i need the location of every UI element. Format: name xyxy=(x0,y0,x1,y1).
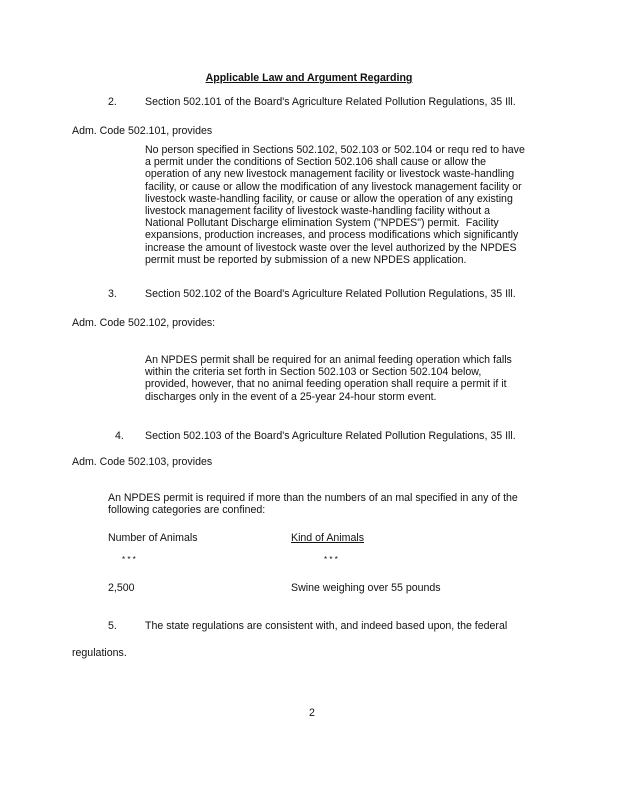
quote-line: expansions, production increases, and process modifications which significantly xyxy=(145,229,519,242)
paragraph-continuation: Adm. Code 502.101, provides xyxy=(72,125,213,137)
paragraph-number: 5. xyxy=(108,620,117,632)
table-header-kind: Kind of Animals xyxy=(291,532,365,544)
quote-line: a permit under the conditions of Section 502.106 shall cause or allow the xyxy=(145,156,486,169)
table-cell-kind: Swine weighing over 55 pounds xyxy=(291,582,441,594)
quote-line: discharges only in the event of a 25-year 24-hour storm event. xyxy=(145,390,437,403)
quote-line: No person specified in Sections 502.102, 502.103 or 502.104 or requ red to have xyxy=(145,144,525,156)
quote-line: following categories are confined: xyxy=(108,504,266,517)
section-heading: Applicable Law and Argument Regarding xyxy=(205,72,413,84)
paragraph-continuation: Adm. Code 502.102, provides: xyxy=(72,317,216,329)
paragraph-text: Section 502.103 of the Board's Agriculture Related Pollution Regulations, 35 Ill. xyxy=(145,430,516,442)
paragraph-number: 3. xyxy=(108,288,117,300)
table-cell-number: 2,500 xyxy=(108,582,135,594)
quote-line: provided, however, that no animal feeding operation shall require a permit if it xyxy=(145,378,507,391)
quote-line: An NPDES permit shall be required for an animal feeding operation which falls xyxy=(145,354,512,366)
quote-line: increase the amount of livestock waste over the level authorized by the NPDES xyxy=(145,241,517,254)
quote-line: within the criteria set forth in Section 502.103 or Section 502.104 below, xyxy=(145,366,482,379)
paragraph-number: 4. xyxy=(115,430,124,442)
paragraph-text: Section 502.101 of the Board's Agriculture Related Pollution Regulations, 35 Ill. xyxy=(145,96,516,108)
paragraph-continuation: Adm. Code 502.103, provides xyxy=(72,456,213,468)
block-quote-502-102 xyxy=(145,354,512,403)
quote-line: operation of any new livestock management facility or livestock waste-handling xyxy=(145,168,515,181)
ellipsis-marker: * * * xyxy=(122,555,136,564)
paragraph-text: The state regulations are consistent with, and indeed based upon, the federal xyxy=(145,620,508,632)
quote-line: permit must be reported by submission of a new NPDES application. xyxy=(145,253,467,266)
quote-line: livestock waste-handling facility, or cause or allow the operation of any existing xyxy=(145,192,513,205)
block-quote-502-103 xyxy=(108,492,518,516)
ellipsis-marker: * * * xyxy=(324,555,338,564)
paragraph-continuation: regulations. xyxy=(72,647,127,659)
block-quote-502-101 xyxy=(145,144,525,266)
paragraph-number: 2. xyxy=(108,96,117,108)
quote-line: livestock management facility of livestock waste-handling facility without a xyxy=(145,205,491,218)
table-header-number: Number of Animals xyxy=(108,532,198,544)
page-number: 2 xyxy=(309,707,315,719)
quote-line: facility, or cause or allow the modification of any livestock management facility or xyxy=(145,180,522,193)
quote-line: National Pollutant Discharge elimination System ("NPDES") permit. Facility xyxy=(145,217,499,230)
paragraph-text: Section 502.102 of the Board's Agriculture Related Pollution Regulations, 35 Ill. xyxy=(145,288,516,300)
quote-line: An NPDES permit is required if more than the numbers of an mal specified in any of the xyxy=(108,492,518,504)
